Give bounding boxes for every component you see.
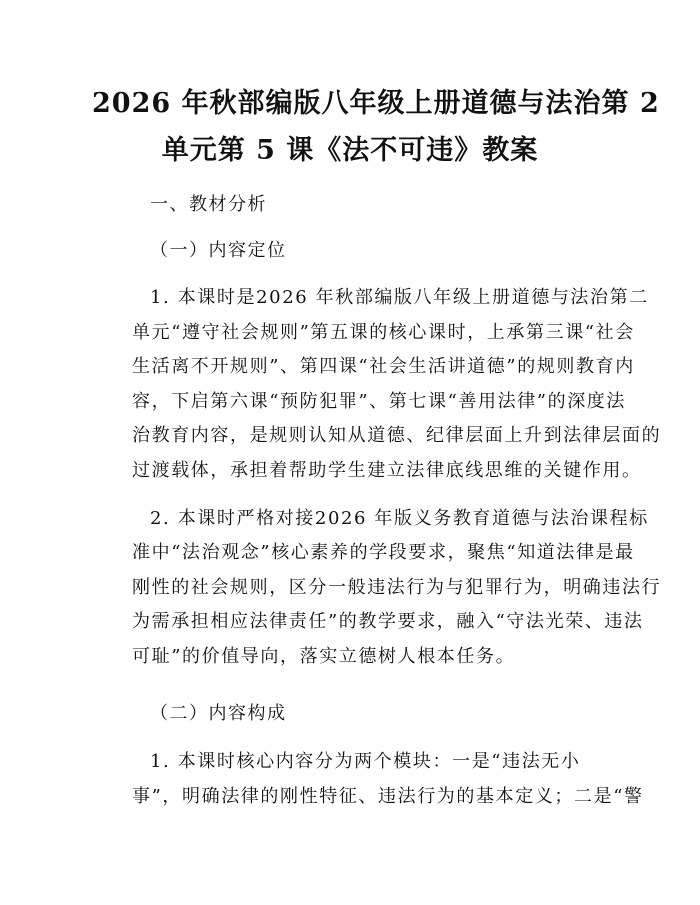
subsection-heading-content-positioning: （一）内容定位 xyxy=(150,240,287,261)
document-title-line-2: 单元第 5 课《法不可违》教案 xyxy=(161,135,539,166)
paragraph-line: 准中“法治观念”核心素养的学段要求，聚焦“知道法律是最 xyxy=(132,542,635,563)
paragraph-line: 生活离不开规则”、第四课“社会生活讲道德”的规则教育内 xyxy=(132,356,635,377)
paragraph-line: 事”，明确法律的刚性特征、违法行为的基本定义；二是“警 xyxy=(132,786,644,807)
paragraph-line: 过渡载体，承担着帮助学生建立法律底线思维的关键作用。 xyxy=(132,460,642,481)
paragraph-line: 2. 本课时严格对接2026 年版义务教育道德与法治课程标 xyxy=(150,508,649,529)
paragraph-line: 1. 本课时核心内容分为两个模块：一是“违法无小 xyxy=(150,751,581,772)
section-heading-textbook-analysis: 一、教材分析 xyxy=(150,194,267,215)
paragraph-line: 单元“遵守社会规则”第五课的核心课时，上承第三课“社会 xyxy=(132,322,635,343)
document-title-line-1: 2026 年秋部编版八年级上册道德与法治第 2 xyxy=(92,88,660,119)
paragraph-line: 可耻”的价值导向，落实立德树人根本任务。 xyxy=(132,646,516,667)
paragraph-line: 容，下启第六课“预防犯罪”、第七课“善用法律”的深度法 xyxy=(132,391,627,412)
paragraph-line: 为需承担相应法律责任”的教学要求，融入“守法光荣、违法 xyxy=(132,611,644,632)
subsection-heading-content-composition: （二）内容构成 xyxy=(150,703,287,724)
paragraph-line: 1. 本课时是2026 年秋部编版八年级上册道德与法治第二 xyxy=(150,287,649,308)
paragraph-line: 治教育内容，是规则认知从道德、纪律层面上升到法律层面的 xyxy=(132,425,662,446)
paragraph-line: 刚性的社会规则，区分一般违法行为与犯罪行为，明确违法行 xyxy=(132,577,662,598)
